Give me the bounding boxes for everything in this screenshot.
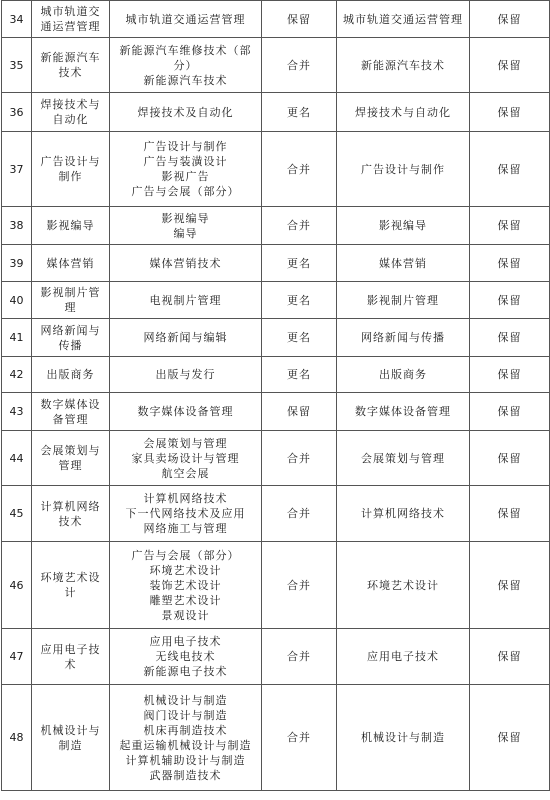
row-number: 48: [2, 685, 32, 791]
adjustment-action: 合并: [262, 132, 337, 207]
source-major: 焊接技术及自动化: [137, 105, 234, 119]
source-majors: [110, 93, 262, 132]
source-majors: [110, 357, 262, 393]
table-row: [2, 245, 550, 282]
adjusted-major-name: 城市轨道交通运营管理: [337, 1, 470, 38]
source-major: 媒体营销技术: [149, 256, 222, 270]
source-major: 阀门设计与制造: [143, 708, 228, 722]
adjusted-major-name: 出版商务: [337, 357, 470, 393]
source-major: 新能源汽车维修技术（部分）: [119, 43, 252, 72]
source-majors: [110, 542, 262, 629]
row-number: 35: [2, 38, 32, 93]
original-major-name: 机械设计与制造: [32, 685, 110, 791]
source-major: 广告设计与制作: [143, 140, 228, 153]
source-major: 影视广告: [161, 170, 210, 183]
source-major: 编导: [173, 226, 198, 240]
source-major: 广告与会展（部分）: [131, 548, 240, 562]
major-status: 保留: [470, 38, 550, 93]
source-majors: [110, 245, 262, 282]
major-status: 保留: [470, 357, 550, 393]
adjusted-major-name: 影视制片管理: [337, 282, 470, 319]
source-major: 环境艺术设计: [149, 563, 222, 577]
source-major: 航空会展: [161, 466, 210, 480]
source-majors: [110, 393, 262, 431]
row-number: 36: [2, 93, 32, 132]
original-major-name: 媒体营销: [32, 245, 110, 282]
source-major: 景观设计: [161, 608, 210, 622]
adjustment-action: 更名: [262, 245, 337, 282]
row-number: 41: [2, 319, 32, 357]
source-majors: [110, 319, 262, 357]
adjusted-major-name: 会展策划与管理: [337, 431, 470, 486]
major-status: 保留: [470, 629, 550, 685]
source-majors: [110, 629, 262, 685]
source-major: 新能源汽车技术: [143, 73, 228, 87]
source-major: 影视编导: [161, 211, 210, 225]
table-row: [2, 319, 550, 357]
adjusted-major-name: 计算机网络技术: [337, 486, 470, 542]
table-row: [2, 357, 550, 393]
major-status: 保留: [470, 245, 550, 282]
adjustment-action: 合并: [262, 207, 337, 245]
source-major: 装饰艺术设计: [149, 578, 222, 592]
source-major: 计算机辅助设计与制造: [125, 753, 246, 767]
adjusted-major-name: 焊接技术与自动化: [337, 93, 470, 132]
table-row: [2, 542, 550, 629]
adjustment-action: 更名: [262, 357, 337, 393]
row-number: 47: [2, 629, 32, 685]
source-major: 机械设计与制造: [143, 693, 228, 707]
adjustment-action: 合并: [262, 38, 337, 93]
major-adjustment-table: [1, 0, 550, 791]
original-major-name: 新能源汽车技术: [32, 38, 110, 93]
source-major: 武器制造技术: [149, 768, 222, 782]
row-number: 43: [2, 393, 32, 431]
adjusted-major-name: 影视编导: [337, 207, 470, 245]
source-major: 网络施工与管理: [143, 522, 228, 535]
source-major: 出版与发行: [155, 368, 216, 381]
adjustment-action: 合并: [262, 629, 337, 685]
source-major: 应用电子技术: [149, 635, 222, 648]
source-majors: [110, 207, 262, 245]
adjustment-action: 合并: [262, 431, 337, 486]
row-number: 44: [2, 431, 32, 486]
source-majors: [110, 685, 262, 791]
source-majors: [110, 38, 262, 93]
original-major-name: 会展策划与管理: [32, 431, 110, 486]
source-major: 电视制片管理: [149, 293, 222, 307]
row-number: 38: [2, 207, 32, 245]
original-major-name: 广告设计与制作: [32, 132, 110, 207]
table-row: [2, 1, 550, 38]
adjusted-major-name: 环境艺术设计: [337, 542, 470, 629]
source-major: 计算机网络技术: [143, 492, 228, 505]
source-major: 广告与装潢设计: [143, 155, 228, 168]
source-major: 下一代网络技术及应用: [125, 507, 246, 520]
original-major-name: 数字媒体设备管理: [32, 393, 110, 431]
original-major-name: 城市轨道交通运营管理: [32, 1, 110, 38]
source-majors: [110, 486, 262, 542]
major-status: 保留: [470, 207, 550, 245]
original-major-name: 影视制片管理: [32, 282, 110, 319]
adjustment-action: 合并: [262, 486, 337, 542]
source-majors: [110, 132, 262, 207]
adjustment-action: 合并: [262, 542, 337, 629]
adjusted-major-name: 应用电子技术: [337, 629, 470, 685]
original-major-name: 出版商务: [32, 357, 110, 393]
adjusted-major-name: 广告设计与制作: [337, 132, 470, 207]
adjusted-major-name: 网络新闻与传播: [337, 319, 470, 357]
source-major: 雕塑艺术设计: [149, 593, 222, 607]
source-major: 城市轨道交通运营管理: [125, 12, 246, 26]
row-number: 46: [2, 542, 32, 629]
major-status: 保留: [470, 542, 550, 629]
adjustment-action: 更名: [262, 319, 337, 357]
source-major: 机床再制造技术: [143, 723, 228, 737]
table-row: [2, 38, 550, 93]
major-status: 保留: [470, 486, 550, 542]
major-status: 保留: [470, 319, 550, 357]
table-row: [2, 685, 550, 791]
source-majors: [110, 1, 262, 38]
source-major: 新能源电子技术: [143, 665, 228, 678]
major-status: 保留: [470, 393, 550, 431]
adjusted-major-name: 机械设计与制造: [337, 685, 470, 791]
row-number: 40: [2, 282, 32, 319]
original-major-name: 应用电子技术: [32, 629, 110, 685]
source-major: 家具卖场设计与管理: [131, 451, 240, 465]
adjustment-action: 更名: [262, 282, 337, 319]
source-major: 会展策划与管理: [143, 436, 228, 450]
table-row: [2, 629, 550, 685]
row-number: 34: [2, 1, 32, 38]
major-status: 保留: [470, 132, 550, 207]
table-row: [2, 132, 550, 207]
adjustment-action: 保留: [262, 1, 337, 38]
source-major: 数字媒体设备管理: [137, 405, 234, 418]
row-number: 37: [2, 132, 32, 207]
adjusted-major-name: 新能源汽车技术: [337, 38, 470, 93]
major-status: 保留: [470, 93, 550, 132]
table-row: [2, 431, 550, 486]
adjustment-action: 更名: [262, 93, 337, 132]
table-row: [2, 486, 550, 542]
original-major-name: 环境艺术设计: [32, 542, 110, 629]
source-majors: [110, 282, 262, 319]
source-major: 无线电技术: [155, 650, 216, 663]
original-major-name: 焊接技术与自动化: [32, 93, 110, 132]
table-row: [2, 393, 550, 431]
table-row: [2, 93, 550, 132]
source-major: 广告与会展（部分）: [131, 185, 240, 198]
table-row: [2, 207, 550, 245]
original-major-name: 网络新闻与传播: [32, 319, 110, 357]
source-major: 起重运输机械设计与制造: [119, 738, 252, 752]
adjustment-action: 保留: [262, 393, 337, 431]
major-status: 保留: [470, 282, 550, 319]
source-majors: [110, 431, 262, 486]
adjustment-action: 合并: [262, 685, 337, 791]
adjusted-major-name: 媒体营销: [337, 245, 470, 282]
row-number: 39: [2, 245, 32, 282]
source-major: 网络新闻与编辑: [143, 331, 228, 344]
original-major-name: 计算机网络技术: [32, 486, 110, 542]
adjusted-major-name: 数字媒体设备管理: [337, 393, 470, 431]
major-status: 保留: [470, 685, 550, 791]
row-number: 45: [2, 486, 32, 542]
table-row: [2, 282, 550, 319]
row-number: 42: [2, 357, 32, 393]
major-status: 保留: [470, 431, 550, 486]
major-status: 保留: [470, 1, 550, 38]
original-major-name: 影视编导: [32, 207, 110, 245]
